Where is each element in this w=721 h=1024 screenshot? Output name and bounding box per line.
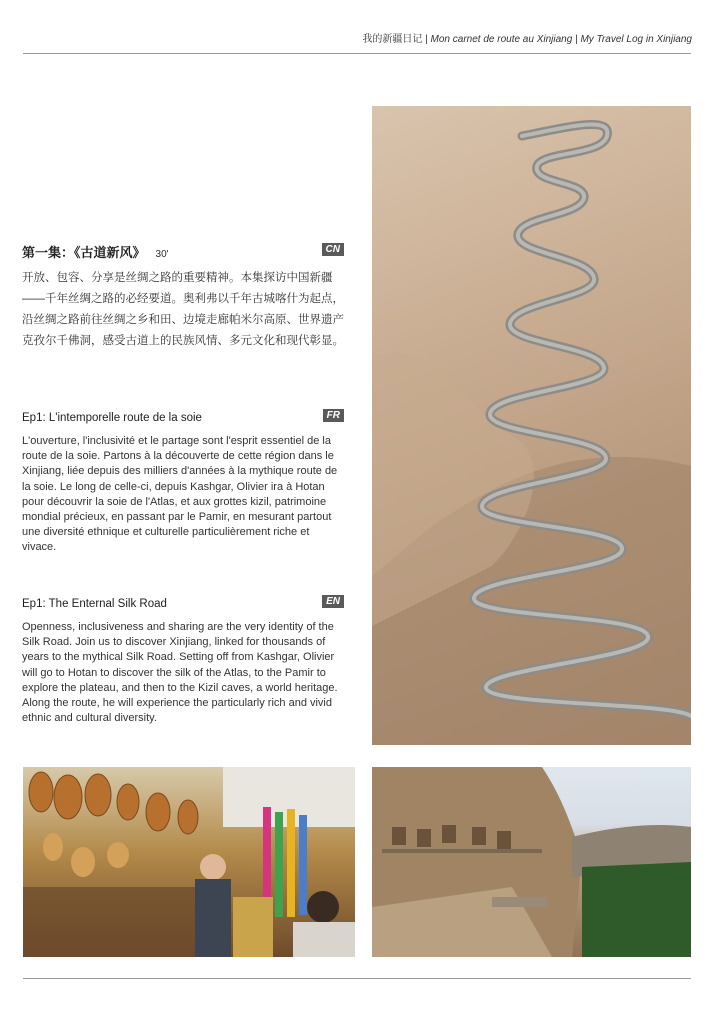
bazaar-photo	[23, 767, 355, 957]
episode-en-title: Ep1: The Enternal Silk Road	[22, 598, 167, 610]
lang-badge-en: EN	[322, 595, 344, 608]
caves-illustration	[372, 767, 691, 957]
header-rule	[23, 53, 691, 54]
episode-en-description: Openness, inclusiveness and sharing are the very identity of the Silk Road. Join us to discover Xinjiang, linked for thousands of years to the mythical Silk Road. Setting off from Kashgar, Olivier will go to Hotan to discover the silk of the Atlas, to the Pamir to explore the plateau, and then to the Kizil caves, a world heritage. Along the route, he will experience the particularly rich and vivid ethnic and cultural diversity.	[22, 621, 338, 725]
running-header	[362, 30, 692, 45]
episode-duration: 30'	[155, 249, 169, 260]
serpentine-road-illustration	[372, 106, 691, 745]
lang-badge-fr: FR	[323, 409, 344, 422]
episode-fr	[22, 408, 344, 556]
episode-fr-title-row	[22, 408, 344, 426]
episode-en-title-row	[22, 594, 344, 612]
episode-cn	[22, 242, 344, 352]
lang-badge-cn: CN	[322, 243, 344, 256]
kizil-caves-photo	[372, 767, 691, 957]
header-title-cn: 我的新疆日记	[362, 34, 423, 45]
episode-cn-description: 开放、包容、分享是丝绸之路的重要精神。本集探访中国新疆——千年丝绸之路的必经要道。奥利弗以千年古城喀什为起点，沿丝绸之路前往丝绸之乡和田、边境走廊帕米尔高原、世界遗产克孜尔千佛洞，感受古道上的民族风情、多元文化和现代彰显。	[22, 272, 344, 347]
header-separator: |	[422, 34, 431, 45]
episode-cn-title-row	[22, 242, 344, 260]
bazaar-illustration	[23, 767, 355, 957]
header-title-en: My Travel Log in Xinjiang	[580, 34, 692, 45]
footer-rule	[23, 978, 691, 979]
serpentine-road-photo	[372, 106, 691, 745]
episode-en	[22, 594, 344, 726]
episode-fr-title: Ep1: L'intemporelle route de la soie	[22, 412, 202, 424]
episode-cn-title: 第一集：《古道新风》	[22, 245, 146, 260]
episode-fr-description: L'ouverture, l'inclusivité et le partage sont l'esprit essentiel de la route de la soie. Partons à la découverte de cette région dans le Xinjiang, liée depuis des milliers d'années à la mythique route de la soie. Le long de celle-ci, depuis Kashgar, Olivier ira à Hotan pour découvrir la soie de l'Atlas, et aux grottes kizil, patrimoine mondial précieux, en passant par le Pamir, en mesurant partout une diversité ethnique et culturelle particulièrement riche et vivace.	[22, 435, 338, 554]
header-title-fr: Mon carnet de route au Xinjiang	[430, 34, 573, 45]
header-separator: |	[572, 34, 581, 45]
